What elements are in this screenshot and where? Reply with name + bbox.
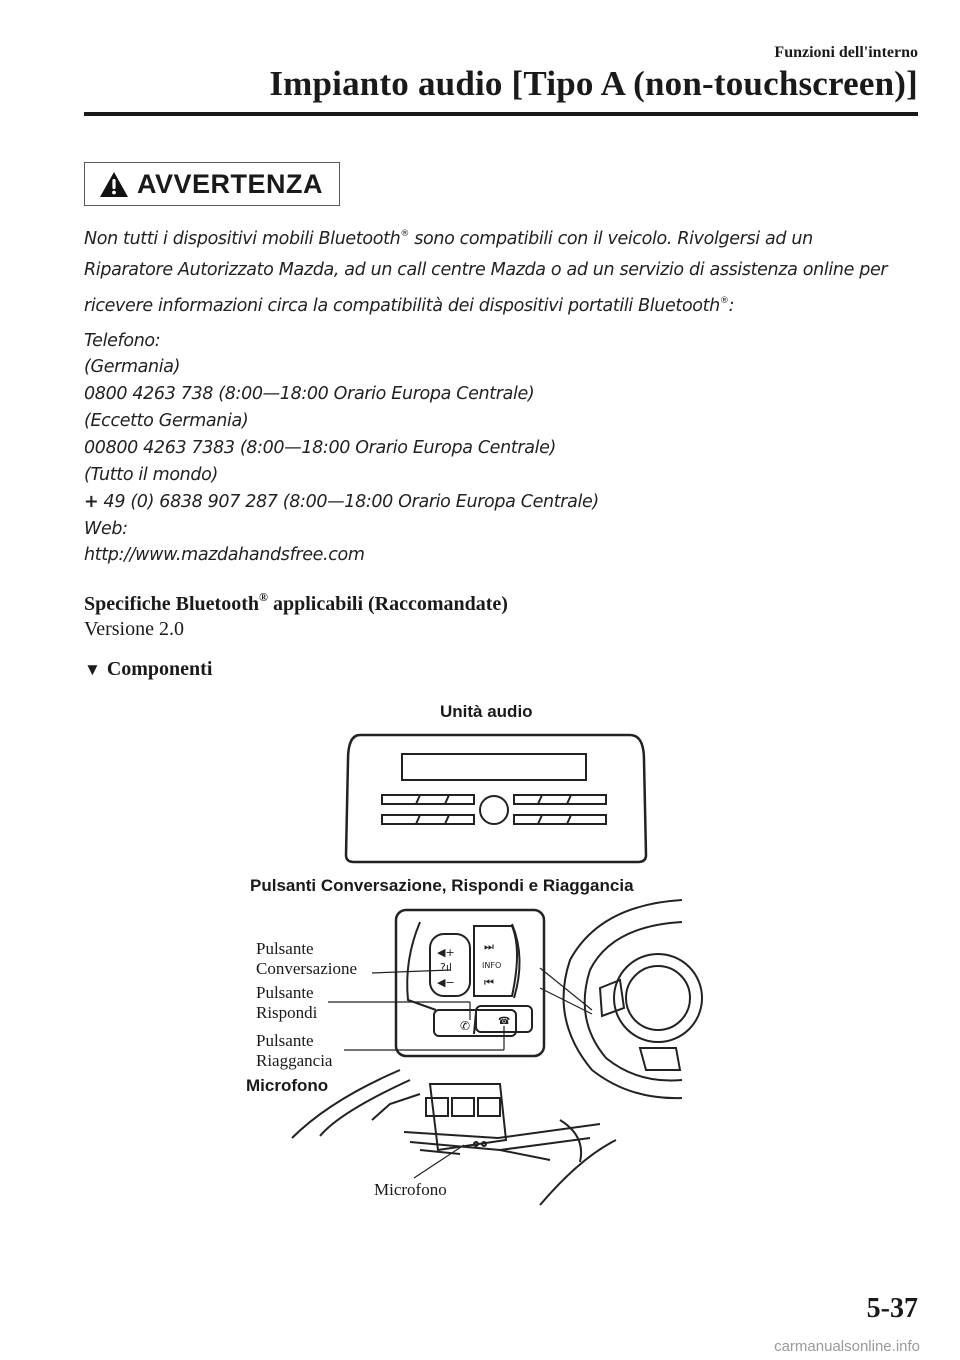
audio-unit-label: Unità audio: [440, 702, 533, 721]
phone-answer-icon: ✆: [460, 1019, 471, 1033]
page-number: 5-37: [866, 1293, 918, 1324]
contact-line: Web:: [84, 519, 128, 539]
contact-line: (Eccetto Germania): [84, 411, 249, 431]
contact-line: 00800 4263 7383 (8:00—18:00 Orario Europa Centrale): [84, 438, 556, 458]
microphone-title-label: Microfono: [246, 1076, 329, 1095]
answer-button-label: Pulsante Rispondi: [256, 983, 318, 1022]
steering-wheel-drawing: [564, 900, 702, 1098]
audio-unit-drawing: [346, 735, 646, 862]
spec-heading: Specifiche Bluetooth® applicabili (Raccomandate): [84, 590, 508, 615]
spec-version: Versione 2.0: [84, 618, 184, 640]
talk-button-label: Pulsante Conversazione: [256, 939, 358, 978]
contact-line: 0800 4263 738 (8:00—18:00 Orario Europa Centrale): [84, 384, 535, 404]
microphone-console-drawing: [292, 1070, 616, 1205]
contact-line: (Germania): [84, 357, 181, 377]
hangup-button-label: Pulsante Riaggancia: [256, 1031, 333, 1070]
page-title: Impianto audio [Tipo A (non-touchscreen)]: [269, 64, 918, 103]
section-name: Funzioni dell'interno: [774, 44, 918, 61]
volume-up-icon: ◀+: [437, 946, 455, 959]
plus-sign: +: [84, 492, 99, 512]
next-track-icon: ⏭: [484, 940, 494, 953]
contact-line: (Tutto il mondo): [84, 465, 219, 485]
volume-down-icon: ◀−: [437, 976, 455, 989]
watermark: carmanualsonline.info: [774, 1338, 920, 1355]
web-link[interactable]: http://www.mazdahandsfree.com: [84, 545, 365, 565]
warning-text: Non tutti i dispositivi mobili Bluetooth® sono compatibili con il veicolo. Rivolgersi ad un Riparatore Autorizzato Mazda, ad un call centre Mazda o ad un servizio di assistenza online per ricevere informazioni circa la compatibilità dei dispositivi portatili Bluetooth®:: [84, 229, 888, 316]
triangle-down-icon: ▼: [84, 660, 101, 679]
talk-icon: ?ıl: [440, 961, 452, 974]
info-text: INFO: [482, 961, 502, 970]
warning-label: AVVERTENZA: [137, 168, 324, 199]
steering-buttons-drawing: [396, 910, 544, 1056]
buttons-title-label: Pulsanti Conversazione, Rispondi e Riaggancia: [250, 876, 634, 895]
contact-line: Telefono:: [84, 331, 161, 351]
microphone-label: Microfono: [374, 1180, 447, 1199]
contact-line: + 49 (0) 6838 907 287 (8:00—18:00 Orario Europa Centrale): [84, 492, 599, 512]
components-heading: ▼ Componenti: [84, 658, 213, 680]
phone-hangup-icon: ☎: [498, 1016, 511, 1027]
prev-track-icon: ⏮: [484, 976, 494, 989]
